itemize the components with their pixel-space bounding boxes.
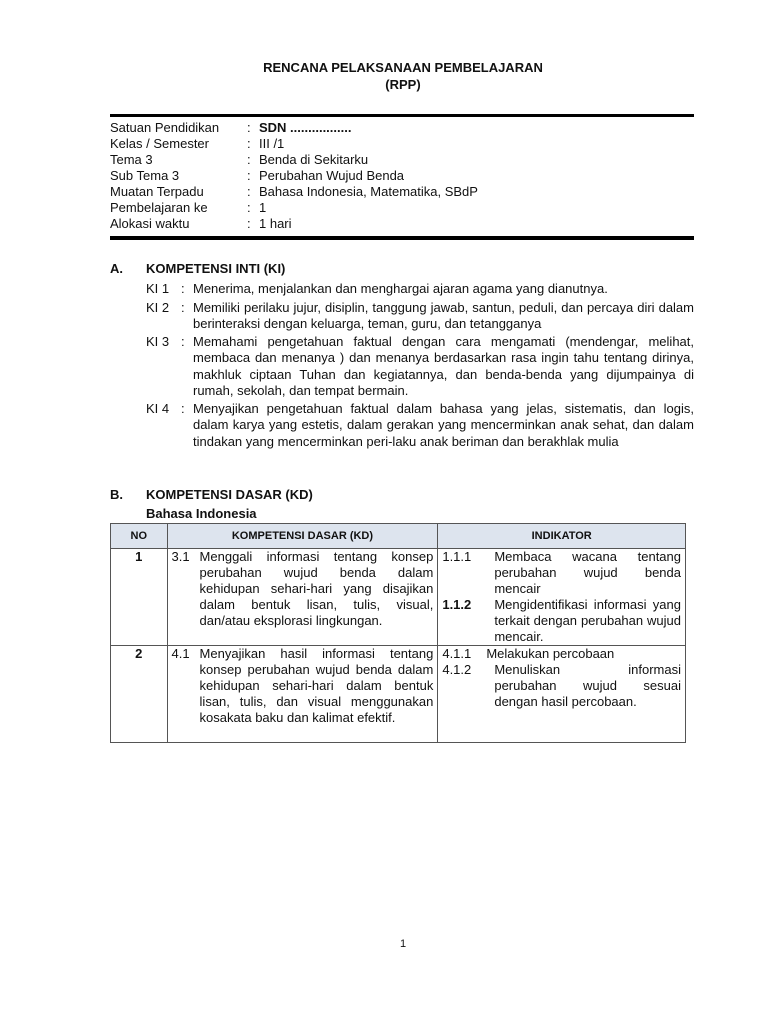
info-value: Benda di Sekitarku bbox=[259, 152, 369, 167]
indikator-item bbox=[442, 597, 681, 645]
kd-cell bbox=[167, 549, 438, 646]
info-value: Perubahan Wujud Benda bbox=[259, 168, 405, 183]
info-value: 1 hari bbox=[259, 216, 292, 231]
page-number: 1 bbox=[399, 938, 407, 950]
indikator-text: Mengidentifikasi informasi yang terkait dengan perubahan wujud mencair. bbox=[494, 597, 681, 644]
info-label: Tema 3 bbox=[110, 152, 153, 167]
info-value: Bahasa Indonesia, Matematika, SBdP bbox=[259, 184, 478, 199]
info-row: Satuan Pendidikan : SDN ................. bbox=[110, 120, 352, 135]
info-value: 1 bbox=[259, 200, 267, 215]
info-label: Kelas / Semester bbox=[110, 136, 209, 151]
info-row: Muatan Terpadu : Bahasa Indonesia, Matematika, SBdP bbox=[110, 184, 478, 199]
subject-heading: Bahasa Indonesia bbox=[146, 506, 257, 521]
kd-text: Menggali informasi tentang konsep perubahan wujud benda dalam kehidupan sehari-hari yang disajikan dalam bentuk lisan, tulis, visual, dan/atau eksplorasi lingkungan. bbox=[199, 549, 434, 628]
section-heading-kd: B. KOMPETENSI DASAR (KD) bbox=[110, 487, 313, 502]
indikator-item bbox=[442, 549, 681, 597]
info-label: Muatan Terpadu bbox=[110, 184, 204, 199]
ki-text: Memahami pengetahuan faktual dengan cara mengamati (mendengar, melihat, membaca dan menanya ) dan menanya berdasarkan rasa ingin tahu tentang dirinya, makhluk ciptaan Tuhan dan kegiatannya, dan benda-benda yang dijumpainya di rumah, sekolah, dan tempat bermain. bbox=[193, 334, 694, 399]
kd-text: Menyajikan hasil informasi tentang konsep perubahan wujud benda dalam kehidupan sehari-hari dalam bentuk lisan, tulis, dan visual menggunakan kosakata baku dan kalimat efektif. bbox=[199, 646, 434, 725]
info-row: Sub Tema 3 : Perubahan Wujud Benda bbox=[110, 168, 405, 183]
doc-subtitle: (RPP) bbox=[385, 77, 421, 92]
indikator-number: 4.1.1 bbox=[442, 646, 472, 661]
table-row bbox=[111, 646, 686, 743]
kd-cell bbox=[167, 646, 438, 743]
info-label: Pembelajaran ke bbox=[110, 200, 208, 215]
kd-table bbox=[110, 523, 686, 743]
indikator-text: Membaca wacana tentang perubahan wujud benda mencair bbox=[494, 549, 681, 596]
header-no: NO bbox=[111, 524, 168, 549]
info-row: Tema 3 : Benda di Sekitarku bbox=[110, 152, 369, 167]
indikator-cell bbox=[438, 549, 686, 646]
ki-code: KI 1 bbox=[146, 281, 170, 296]
info-row: Alokasi waktu : 1 hari bbox=[110, 216, 292, 231]
info-label: Satuan Pendidikan bbox=[110, 120, 220, 135]
table-header-row bbox=[111, 524, 686, 549]
indikator-number: 1.1.1 bbox=[442, 549, 472, 564]
ki-item: KI 2 : Memiliki perilaku jujur, disiplin, tanggung jawab, santun, peduli, dan percaya diri dalam berinteraksi dengan keluarga, teman, guru, dan tetangganya bbox=[146, 300, 694, 332]
ki-text: Memiliki perilaku jujur, disiplin, tanggung jawab, santun, peduli, dan percaya diri dalam berinteraksi dengan keluarga, teman, guru, dan tetangganya bbox=[193, 300, 694, 332]
ki-item: KI 1 : Menerima, menjalankan dan menghargai ajaran agama yang dianutnya. bbox=[146, 281, 694, 297]
row-no: 2 bbox=[111, 646, 168, 743]
doc-title: RENCANA PELAKSANAAN PEMBELAJARAN bbox=[263, 60, 543, 75]
row-no: 1 bbox=[111, 549, 168, 646]
indikator-item bbox=[442, 662, 681, 710]
info-value: SDN ................. bbox=[259, 120, 352, 135]
table-row bbox=[111, 549, 686, 646]
indikator-item bbox=[442, 646, 681, 662]
kd-number: 4.1 bbox=[171, 646, 190, 661]
identity-block bbox=[110, 120, 478, 232]
indikator-number: 1.1.2 bbox=[442, 597, 472, 612]
top-rule bbox=[110, 114, 694, 117]
header-kd: KOMPETENSI DASAR (KD) bbox=[167, 524, 438, 549]
header-indikator: INDIKATOR bbox=[438, 524, 686, 549]
info-row: Pembelajaran ke : 1 bbox=[110, 200, 267, 215]
kd-number: 3.1 bbox=[171, 549, 190, 564]
info-label: Alokasi waktu bbox=[110, 216, 190, 231]
ki-item: KI 3 : Memahami pengetahuan faktual dengan cara mengamati (mendengar, melihat, membaca dan menanya ) dan menanya berdasarkan rasa ingin tahu tentang dirinya, makhluk ciptaan Tuhan dan kegiatannya, dan benda-benda yang dijumpainya di rumah, sekolah, dan tempat bermain. bbox=[146, 334, 694, 399]
ki-code: KI 4 bbox=[146, 401, 170, 416]
ki-text: Menerima, menjalankan dan menghargai ajaran agama yang dianutnya. bbox=[193, 281, 608, 296]
indikator-text: Menuliskan informasi perubahan wujud sesuai dengan hasil percobaan. bbox=[494, 662, 681, 709]
indikator-text: Melakukan percobaan bbox=[486, 646, 615, 661]
ki-item: KI 4 : Menyajikan pengetahuan faktual dalam bahasa yang jelas, sistematis, dan logis, dalam karya yang estetis, dalam gerakan yang mencerminkan anak sehat, dan dalam tindakan yang mencerminkan peri-laku anak beriman dan berakhlak mulia bbox=[146, 401, 694, 449]
bottom-rule bbox=[110, 236, 694, 240]
section-heading-ki: A. KOMPETENSI INTI (KI) bbox=[110, 261, 286, 276]
ki-text: Menyajikan pengetahuan faktual dalam bahasa yang jelas, sistematis, dan logis, dalam karya yang estetis, dalam gerakan yang mencerminkan anak sehat, dan dalam tindakan yang mencerminkan peri-laku anak beriman dan berakhlak mulia bbox=[193, 401, 694, 449]
indikator-cell bbox=[438, 646, 686, 743]
info-value: III /1 bbox=[259, 136, 285, 151]
indikator-number: 4.1.2 bbox=[442, 662, 472, 677]
ki-code: KI 2 bbox=[146, 300, 170, 315]
info-row: Kelas / Semester : III /1 bbox=[110, 136, 285, 151]
ki-code: KI 3 bbox=[146, 334, 170, 349]
info-label: Sub Tema 3 bbox=[110, 168, 180, 183]
